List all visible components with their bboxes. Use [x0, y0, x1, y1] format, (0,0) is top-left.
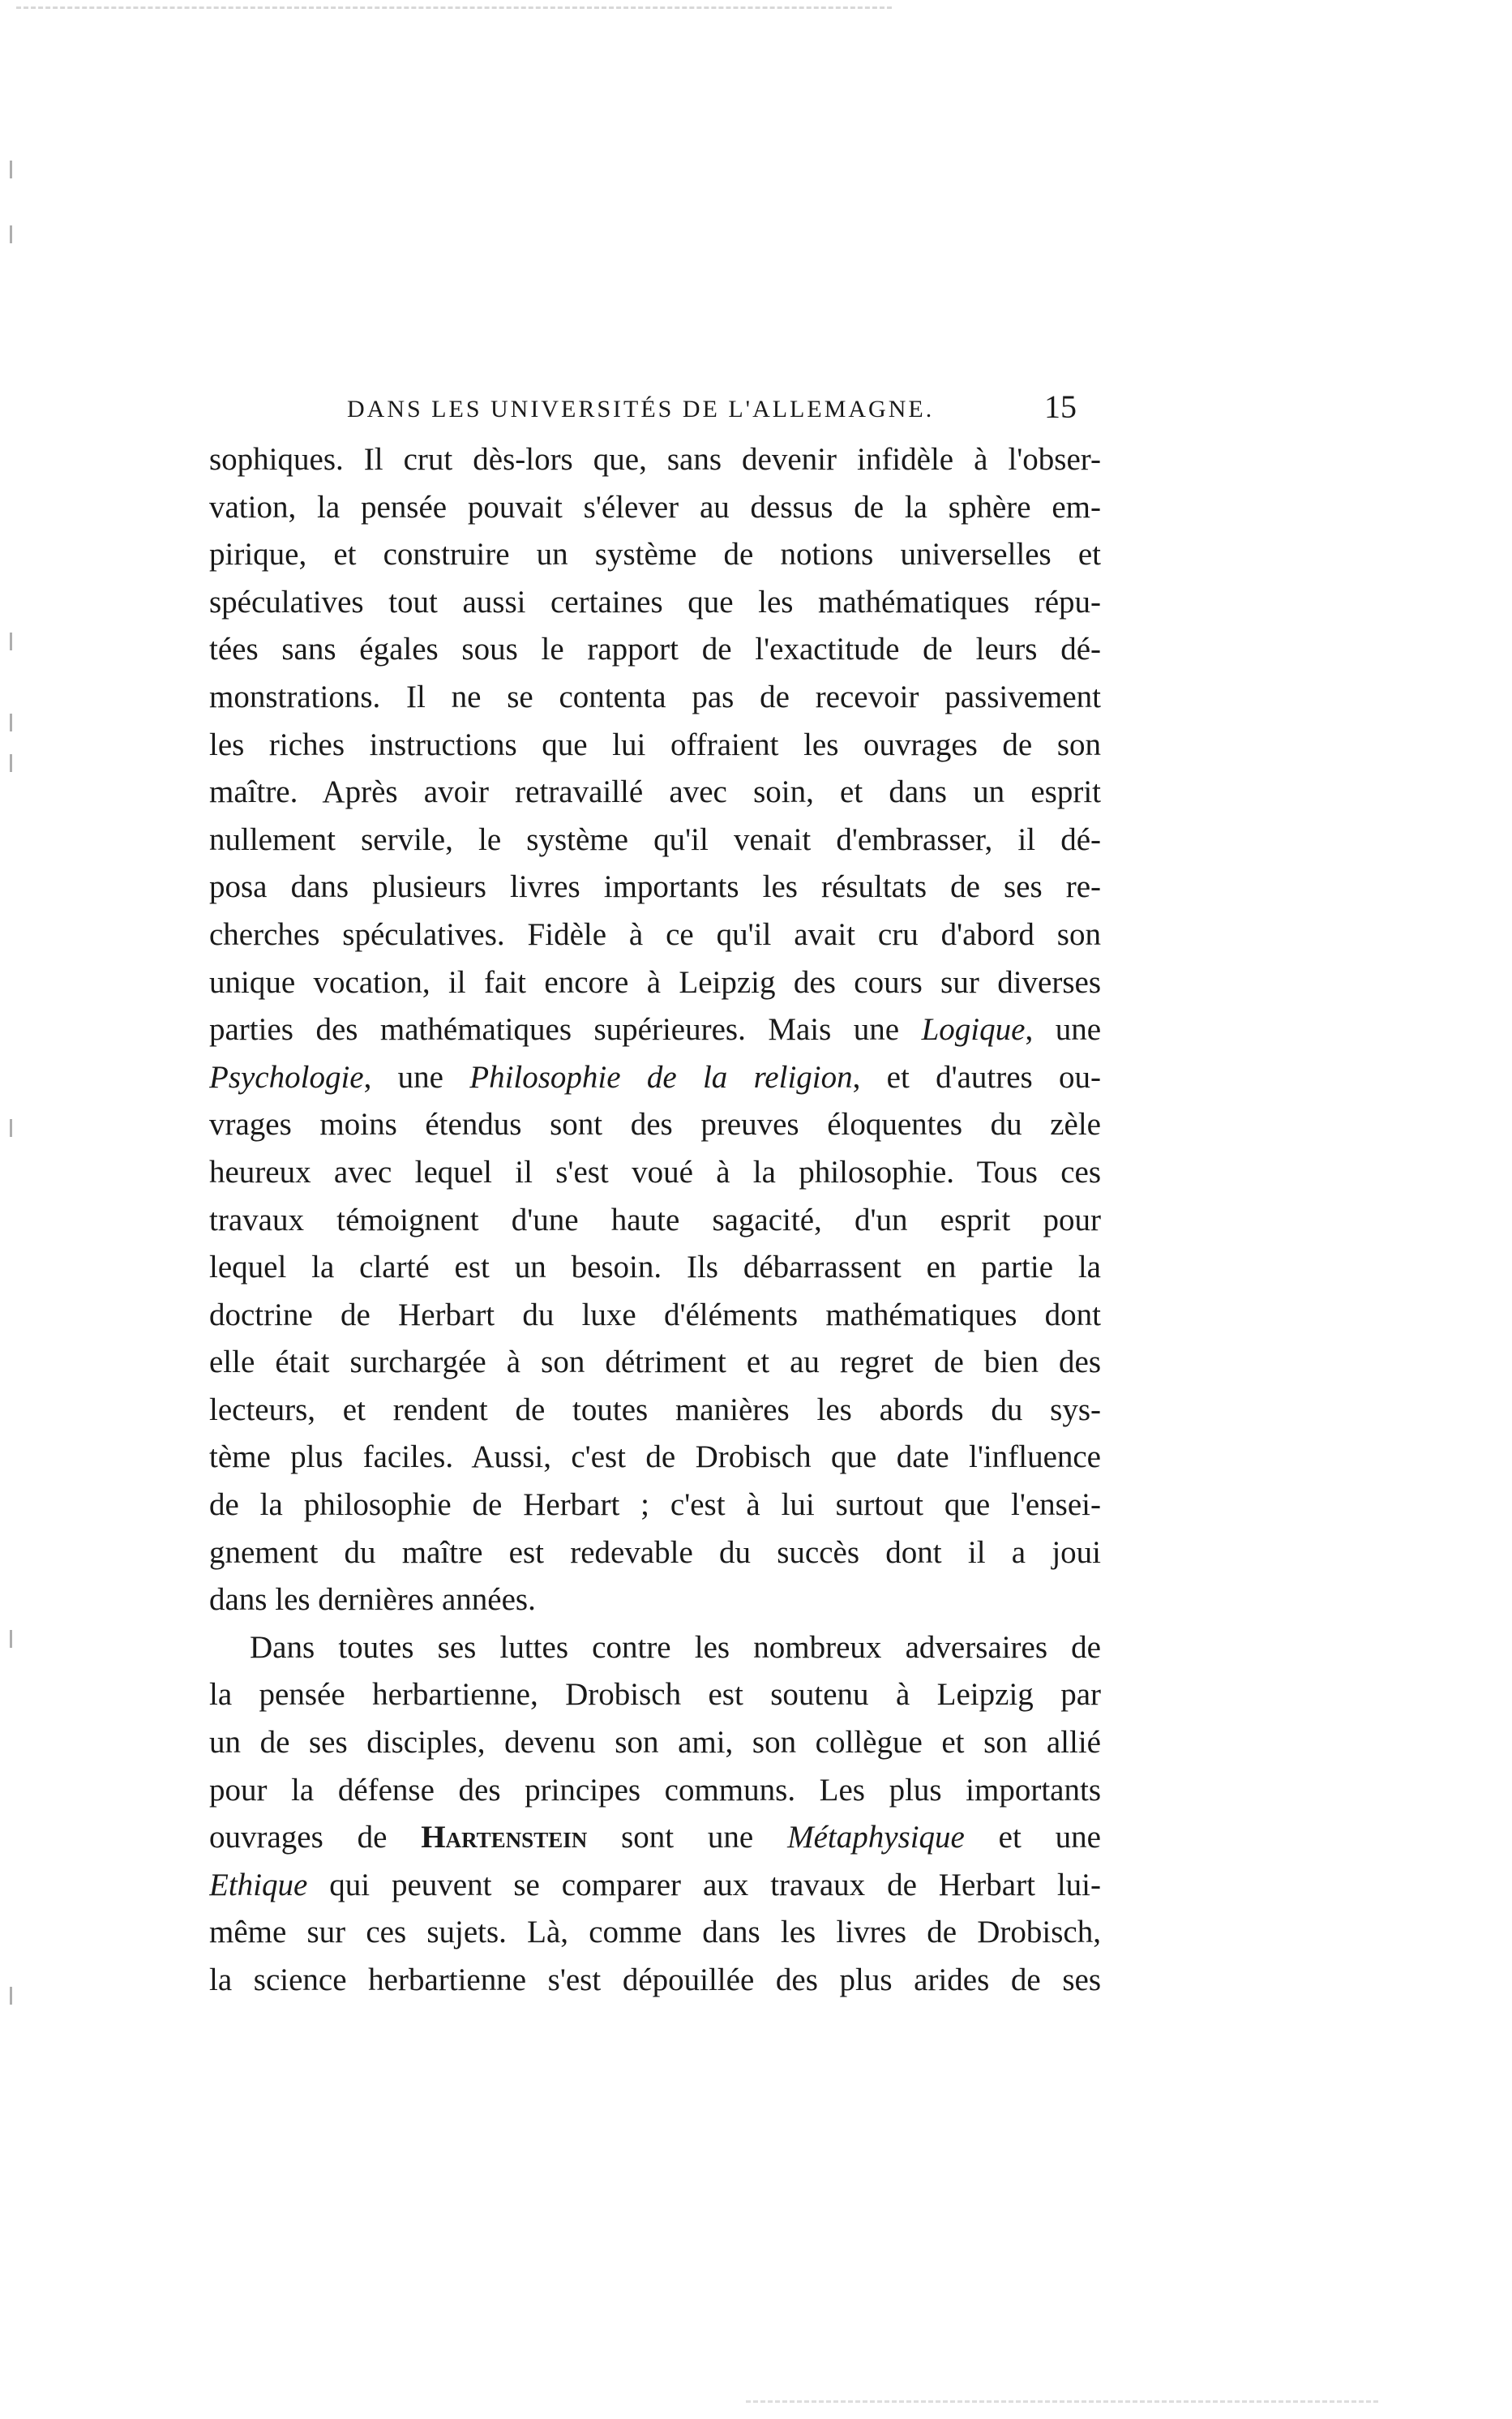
book-title-logique: Logique: [921, 1012, 1026, 1048]
scan-edge-tick: [10, 225, 12, 243]
text-line: pour la défense des principes communs. Les plus importants: [209, 1772, 1101, 1808]
text-line: sophiques. Il crut dès-lors que, sans devenir infidèle à l'obser-: [209, 442, 1101, 477]
text-line: la pensée herbartienne, Drobisch est soutenu à Leipzig par: [209, 1677, 1101, 1713]
text-line: doctrine de Herbart du luxe d'éléments mathématiques dont: [209, 1297, 1101, 1332]
text-line: unique vocation, il fait encore à Leipzig des cours sur diverses: [209, 964, 1101, 1000]
text-line: nullement servile, le système qu'il venait d'embrasser, il dé-: [209, 821, 1101, 857]
book-title-ethique: Ethique: [209, 1867, 308, 1902]
scan-edge-tick: [10, 754, 12, 772]
scan-edge-marks-top: [16, 6, 892, 17]
text-line: de la philosophie de Herbart ; c'est à lui surtout que l'ensei-: [209, 1487, 1101, 1523]
text-line: monstrations. Il ne se contenta pas de recevoir passivement: [209, 679, 1101, 714]
text-line: elle était surchargée à son détriment et au regret de bien des: [209, 1345, 1101, 1380]
running-head: DANS LES UNIVERSITÉS DE L'ALLEMAGNE.: [347, 396, 935, 422]
book-title-philosophie-religion: Philosophie de la religion: [469, 1059, 853, 1095]
scan-edge-tick: [10, 1987, 12, 2005]
text-line: lequel la clarté est un besoin. Ils débarrassent en partie la: [209, 1250, 1101, 1285]
page-number: 15: [1044, 388, 1077, 425]
text-line: pirique, et construire un système de notions universelles et: [209, 537, 1101, 573]
book-title-psychologie: Psychologie: [209, 1059, 364, 1095]
text-line: [209, 1054, 1101, 1102]
text-line: vrages moins étendus sont des preuves éloquentes du zèle: [209, 1107, 1101, 1143]
text-line: spéculatives tout aussi certaines que les mathématiques répu-: [209, 584, 1101, 620]
text-segment: qui peuvent se comparer aux travaux de Herbart lui-: [307, 1867, 1101, 1902]
scan-edge-tick: [10, 714, 12, 731]
scan-edge-tick: [10, 1119, 12, 1137]
scan-edge-tick: [10, 1630, 12, 1648]
author-name-hartenstein: Hartenstein: [421, 1820, 588, 1855]
text-line: gnement du maître est redevable du succès dont il a joui: [209, 1534, 1101, 1570]
text-line: travaux témoignent d'une haute sagacité, d'un esprit pour: [209, 1202, 1101, 1237]
text-segment: sont une: [587, 1820, 788, 1855]
text-line: dans les dernières années.: [209, 1582, 536, 1618]
text-line: tées sans égales sous le rapport de l'exactitude de leurs dé-: [209, 632, 1101, 667]
text-line: les riches instructions que lui offraient les ouvrages de son: [209, 727, 1101, 762]
text-segment: , et d'autres ou-: [852, 1059, 1101, 1095]
text-line: un de ses disciples, devenu son ami, son collègue et son allié: [209, 1725, 1101, 1761]
text-line: [209, 1862, 1101, 1910]
scan-edge-tick: [10, 161, 12, 178]
text-line: maître. Après avoir retravaillé avec soin, et dans un esprit: [209, 774, 1101, 810]
text-line: [209, 1006, 1101, 1054]
body-text: [209, 436, 1101, 2005]
text-segment: , une: [1025, 1012, 1101, 1048]
scan-edge-tick: [10, 633, 12, 650]
text-line: tème plus faciles. Aussi, c'est de Drobisch que date l'influence: [209, 1439, 1101, 1475]
text-line: posa dans plusieurs livres importants les résultats de ses re-: [209, 869, 1101, 905]
text-line: la science herbartienne s'est dépouillée des plus arides de ses: [209, 1962, 1101, 1997]
text-line: heureux avec lequel il s'est voué à la philosophie. Tous ces: [209, 1154, 1101, 1190]
text-segment: et une: [964, 1820, 1101, 1855]
text-line: cherches spéculatives. Fidèle à ce qu'il avait cru d'abord son: [209, 916, 1101, 952]
scan-edge-marks-bottom: [746, 2400, 1378, 2411]
text-segment: , une: [363, 1059, 470, 1095]
text-line: lecteurs, et rendent de toutes manières les abords du sys-: [209, 1392, 1101, 1427]
text-segment: ouvrages de: [209, 1820, 422, 1855]
text-line: [209, 1814, 1101, 1862]
text-segment: parties des mathématiques supérieures. Mais une: [209, 1012, 922, 1048]
book-title-metaphysique: Métaphysique: [787, 1820, 965, 1855]
text-line: vation, la pensée pouvait s'élever au dessus de la sphère em-: [209, 489, 1101, 525]
text-line: même sur ces sujets. Là, comme dans les livres de Drobisch,: [209, 1915, 1101, 1950]
text-line: Dans toutes ses luttes contre les nombreux adversaires de: [250, 1629, 1101, 1665]
